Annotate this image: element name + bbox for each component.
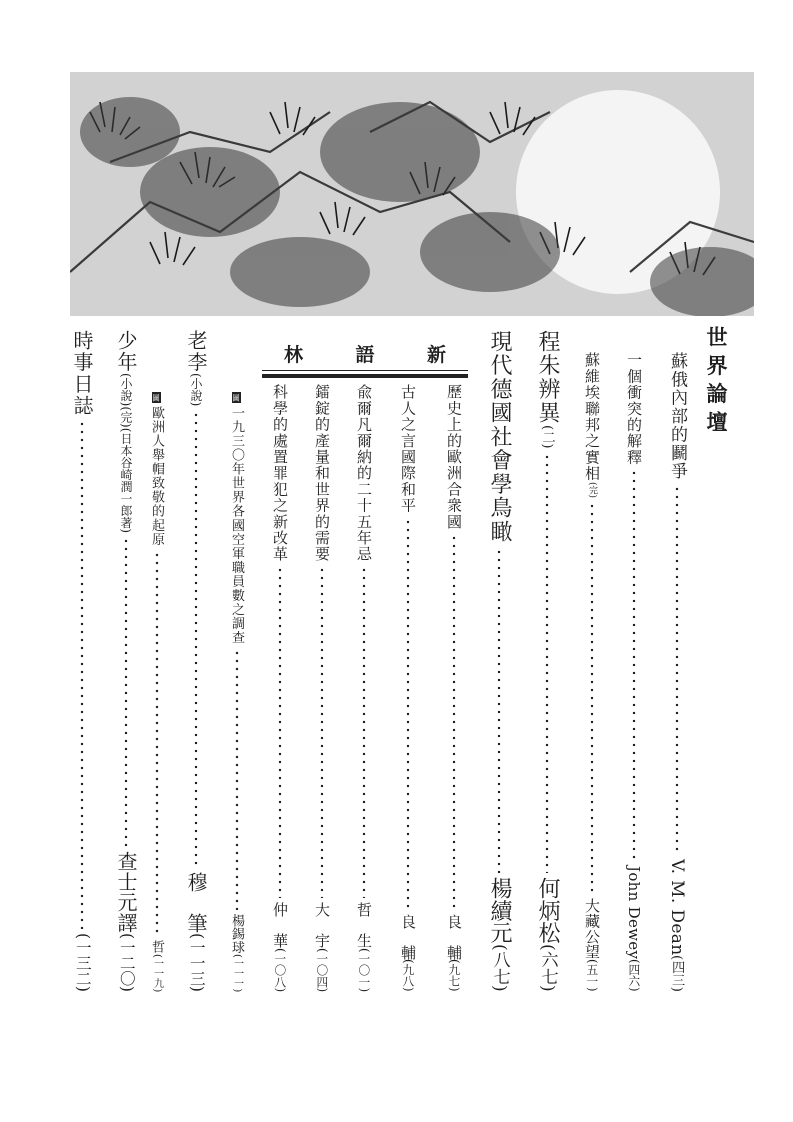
toc-entry-5[interactable] bbox=[488, 330, 510, 992]
toc-entry-6[interactable] bbox=[186, 330, 206, 992]
entry-author: 良 輔 bbox=[399, 913, 417, 960]
dot-leader bbox=[497, 548, 501, 873]
xinyulin-char: 新 bbox=[426, 344, 446, 366]
toc-entry-8[interactable] bbox=[116, 330, 136, 992]
dot-leader bbox=[278, 566, 282, 898]
xinyulin-entry-4[interactable] bbox=[314, 384, 329, 992]
entry-subtitle: (小說) bbox=[189, 373, 203, 407]
xinyulin-title bbox=[262, 340, 468, 367]
entry-title: 蘇維埃聯邦之實相 bbox=[583, 352, 601, 482]
entry-title: 少年 bbox=[114, 330, 138, 374]
entry-title: 科學的處置罪犯之新改革 bbox=[271, 384, 289, 563]
entry-title: 老李 bbox=[184, 330, 208, 374]
illustration-mark: 圖 bbox=[232, 394, 242, 402]
entry-page: (一〇一) bbox=[357, 947, 372, 992]
xinyulin-rule bbox=[262, 374, 468, 378]
entry-author: 楊續元 bbox=[487, 876, 512, 945]
xinyulin-char: 語 bbox=[355, 344, 375, 366]
entry-author: 楊錫球 bbox=[229, 913, 244, 954]
entry-title: 古人之言國際和平 bbox=[399, 384, 417, 514]
entry-author: 大 宇 bbox=[313, 901, 331, 948]
dot-leader bbox=[632, 469, 636, 862]
entry-title: 兪爾凡爾納的二十五年忌 bbox=[355, 384, 373, 563]
entry-subtitle: (二) bbox=[539, 425, 555, 449]
entry-author: V. M. Dean bbox=[667, 858, 687, 956]
entry-title: 鐳錠的產量和世界的需要 bbox=[313, 384, 331, 563]
entry-page: (一三二) bbox=[73, 933, 92, 992]
entry-author: 仲 華 bbox=[271, 901, 289, 948]
toc-entry-9[interactable] bbox=[72, 330, 92, 992]
entry-title: 蘇俄內部的鬬爭 bbox=[667, 352, 687, 481]
entry-author: John Dewey bbox=[625, 866, 643, 960]
entry-page: (八七) bbox=[489, 944, 510, 992]
entry-page: (一一三) bbox=[187, 933, 206, 992]
entry-author: 大藏公望 bbox=[583, 898, 601, 960]
dot-leader bbox=[590, 502, 594, 895]
dot-leader bbox=[362, 566, 366, 898]
dot-leader bbox=[194, 411, 198, 868]
dot-leader bbox=[320, 566, 324, 898]
toc-entry-2[interactable] bbox=[626, 352, 641, 992]
xinyulin-entry-6[interactable] bbox=[230, 392, 243, 992]
dot-leader bbox=[406, 518, 410, 910]
toc-entry-7[interactable] bbox=[150, 392, 163, 992]
xinyulin-entry-5[interactable] bbox=[272, 384, 287, 992]
entry-title: 一九三〇年世界各國空軍職員數之調查 bbox=[229, 406, 244, 645]
dot-leader bbox=[452, 534, 456, 910]
entry-author: 哲 bbox=[149, 940, 164, 954]
entry-page: (五一) bbox=[585, 959, 600, 992]
pine-moon-illustration bbox=[70, 72, 754, 316]
entry-author: 良 輔 bbox=[445, 913, 463, 960]
section-heading: 世界論壇 bbox=[704, 326, 729, 440]
entry-page: (四三) bbox=[669, 955, 685, 992]
entry-page: (四六) bbox=[627, 959, 642, 992]
entry-page: (一一九) bbox=[151, 953, 163, 992]
entry-page: (九八) bbox=[401, 959, 416, 992]
dot-leader bbox=[235, 649, 239, 910]
dot-leader bbox=[155, 551, 159, 937]
illustration-mark: 圖 bbox=[152, 394, 162, 402]
entry-author: 哲 生 bbox=[355, 901, 373, 948]
toc-entry-3[interactable] bbox=[584, 352, 599, 992]
entry-page: (一二〇) bbox=[117, 933, 136, 992]
entry-page: (一〇四) bbox=[315, 947, 330, 992]
entry-page: (六七) bbox=[537, 944, 558, 992]
toc-entry-4[interactable] bbox=[536, 330, 558, 992]
xinyulin-char: 林 bbox=[284, 344, 304, 366]
xinyulin-entry-2[interactable] bbox=[400, 384, 415, 992]
xinyulin-entry-3[interactable] bbox=[356, 384, 371, 992]
entry-title: 一個衝突的解釋 bbox=[625, 352, 643, 466]
entry-page: (九七) bbox=[447, 959, 462, 992]
dot-leader bbox=[545, 453, 549, 873]
entry-subtitle: (完) bbox=[587, 481, 597, 498]
entry-title: 現代德國社會學鳥瞰 bbox=[487, 330, 512, 544]
entry-author: 何炳松 bbox=[535, 876, 560, 945]
entry-page: (一〇八) bbox=[273, 947, 288, 992]
header-illustration bbox=[70, 72, 754, 316]
dot-leader bbox=[124, 537, 128, 847]
dot-leader bbox=[80, 420, 84, 929]
entry-page: (一一一) bbox=[231, 953, 243, 992]
entry-title: 時事日誌 bbox=[70, 330, 94, 417]
entry-title: 歷史上的歐洲合衆國 bbox=[445, 384, 463, 530]
entry-subtitle: (小說)(完)(日本谷崎潤一郎著) bbox=[119, 373, 133, 534]
entry-author: 查士元譯 bbox=[114, 851, 138, 934]
entry-title: 歐洲人舉帽致敬的起原 bbox=[149, 406, 164, 547]
toc-entry-1[interactable] bbox=[668, 352, 685, 992]
entry-author: 穆 筆 bbox=[184, 871, 208, 934]
xinyulin-entry-1[interactable] bbox=[446, 384, 461, 992]
dot-leader bbox=[675, 485, 679, 855]
entry-title: 程朱辨異 bbox=[535, 330, 560, 426]
